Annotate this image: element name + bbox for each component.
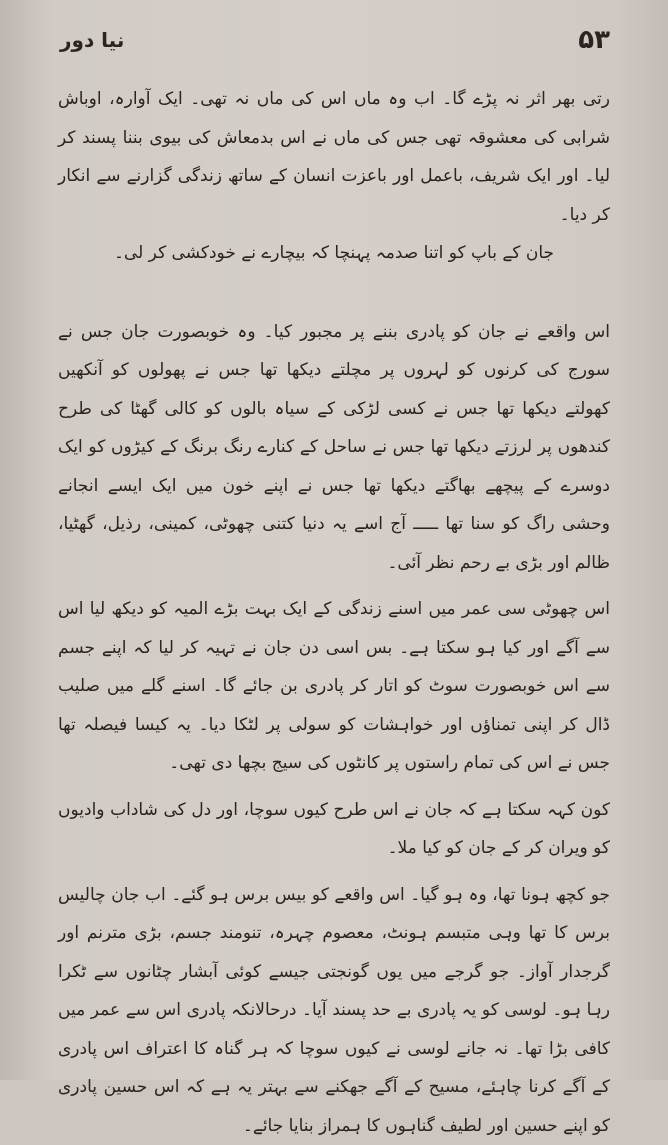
paragraph: رتی بھر اثر نہ پڑے گا۔ اب وہ ماں اس کی ماں نہ تھی۔ ایک آوارہ، اوباش شرابی کی معشوقہ تھی جس کی ماں نے اس بدمعاش کی بیوی بننا پسند کر لیا۔ اور ایک شریف، باعمل اور باعزت انسان کے ساتھ زندگی گزارنے سے انکار کر دیا۔ bbox=[58, 80, 610, 234]
paragraph: اس واقعے نے جان کو پادری بننے پر مجبور کیا۔ وہ خوبصورت جان جس نے سورج کی کرنوں کو لہروں پر مچلتے دیکھا تھا جس نے پھولوں کو آنکھیں کھولتے دیکھا تھا جس نے کسی لڑکی کے سیاہ بالوں کو کالی گھٹا کی طرح کندھوں پر لرزتے دیکھا تھا جس نے ساحل کے کنارے رنگ برنگ کے کیڑوں کو ایک دوسرے کے پیچھے بھاگتے دیکھا تھا جس نے اپنے خون میں ایک ایسے انجانے وحشی راگ کو سنا تھا ـــــ آج اسے یہ دنیا کتنی چھوٹی، کمینی، رذیل، گھٹیا، ظالم اور بڑی بے رحم نظر آئی۔ bbox=[58, 313, 610, 583]
paragraph: اس چھوٹی سی عمر میں اسنے زندگی کے ایک بہت بڑے المیہ کو دیکھ لیا اس سے آگے اور کیا ہو سکتا ہے۔ بس اسی دن جان نے تہیہ کر لیا کہ اپنے جسم سے اس خوبصورت سوٹ کو اتار کر پادری بن جائے گا۔ اسنے گلے میں صلیب ڈال کر اپنی تمناؤں اور خواہشات کو سولی پر لٹکا دیا۔ یہ کیسا فیصلہ تھا جس نے اس کی تمام راستوں پر کانٹوں کی سیج بچھا دی تھی۔ bbox=[58, 590, 610, 783]
paragraph-gap bbox=[58, 868, 610, 876]
page-number: ۵۳ bbox=[578, 25, 610, 55]
paragraph: جو کچھ ہونا تھا، وہ ہو گیا۔ اس واقعے کو بیس برس ہو گئے۔ اب جان چالیس برس کا تھا وہی متبسم ہونٹ، معصوم چہرہ، تنومند جسم، بڑی مترنم اور گرجدار آواز۔ جو گرجے میں یوں گونجتی جیسے کوئی آبشار چٹانوں سے ٹکرا رہا ہو۔ لوسی کو یہ پادری بے حد پسند آیا۔ درحالانکہ پادری اس سے عمر میں کافی بڑا تھا۔ نہ جانے لوسی نے کیوں سوچا کہ ہر گناہ کا اعتراف اس پادری کے آگے کرنا چاہئے، مسیح کے آگے جھکنے سے بہتر یہ ہے کہ اس حسین پادری کو اپنے حسین اور لطیف گناہوں کا ہمراز بنایا جائے۔ bbox=[58, 876, 610, 1145]
paragraph-gap bbox=[58, 582, 610, 590]
page-header bbox=[60, 22, 610, 58]
section-gap bbox=[58, 273, 610, 313]
running-title: نیا دور bbox=[60, 28, 124, 52]
body-text bbox=[58, 80, 610, 1020]
paragraph: جان کے باپ کو اتنا صدمہ پہنچا کہ بیچارے نے خودکشی کر لی۔ bbox=[58, 234, 610, 273]
paragraph: کون کہہ سکتا ہے کہ جان نے اس طرح کیوں سوچا، اور دل کی شاداب وادیوں کو ویران کر کے جان کو کیا ملا۔ bbox=[58, 791, 610, 868]
paragraph-gap bbox=[58, 783, 610, 791]
